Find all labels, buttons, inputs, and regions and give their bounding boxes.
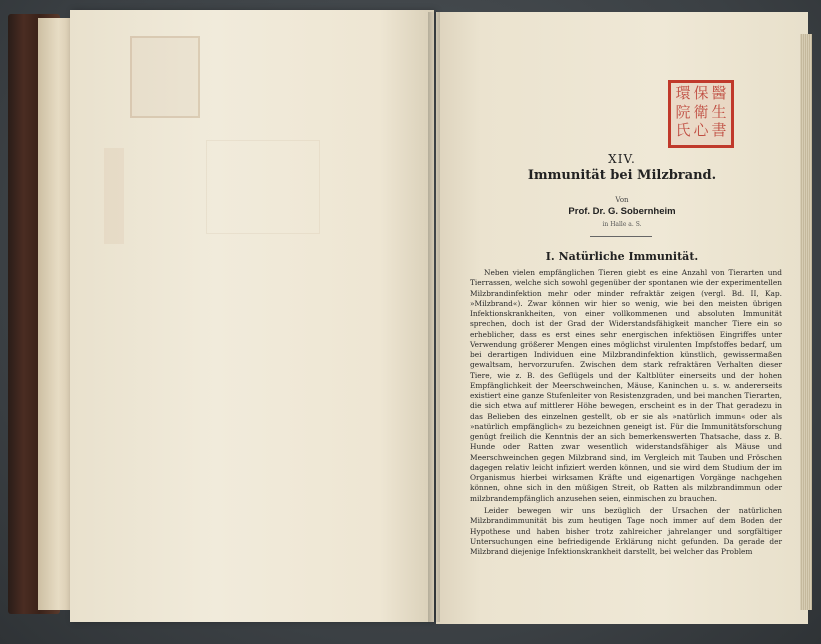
seal-char: 保 (693, 84, 709, 102)
author-name: Prof. Dr. G. Sobernheim (568, 206, 676, 217)
ghost-stamp-mark (130, 36, 200, 118)
red-seal-stamp (668, 80, 734, 148)
ghost-print-through (206, 140, 320, 234)
endpaper-edge (38, 18, 72, 610)
seal-char: 氏 (675, 121, 691, 140)
chapter-title: Immunität bei Milzbrand. (527, 168, 717, 183)
paragraph-text: Neben vielen empfänglichen Tieren giebt es eine Anzahl von Tierarten und Tierrassen, welche sich sowohl gegenüber der spontanen wie der experimentellen Milzbrandinfektion mehr oder minder refraktär zeigen (vergl. Bd. II, Kap. »Milzbrand«). Zwar können wir hier so wenig, wie bei den meisten übrigen Infektionskrankheiten, von einer vollkommenen und absoluten Immunität sprechen, doch ist der Grad der Widerstandsfähigkeit mancher Tiere ein so erheblicher, dass es erst eines sehr energischen infektiösen Eingriffes unter Verwendung größerer Mengen eines möglichst virulenten Impfstoffes bedarf, um bei derartigen Individuen eine Milzbrandinfektion künstlich, gewissermaßen gewaltsam, hervorzurufen. Zwischen dem stark refraktären Verhalten dieser Tiere, wie z. B. des Geflügels und der Kaltblüter einerseits und der hohen Empfänglichkeit der Meerschweinchen, Mäuse, Kaninchen u. s. w. andererseits existiert eine ganze Stufenleiter von Resistenzgraden, und bei manchen Tierarten, die sich etwa auf mittlerer Höhe bewegen, erscheint es in der That geradezu in das Belieben des einzelnen gestellt, ob er sie als »natürlich immun« oder als »natürlich empfänglich« zu bezeichnen geneigt ist. Für die Immunitätsforschung genügt freilich die Kenntnis der an sich bemerkenswerten Thatsache, dass z. B. Hunde oder Ratten zwar wesentlich widerstandsfähiger als Mäuse und Meerschweinchen gegen Milzbrand sind, im Vergleich mit Tauben und Fröschen dagegen relativ leicht infiziert werden können, und sie wird dem Studium der im Organismus hierbei wirksamen Kräfte und eigenartigen Vorgänge nachgehen können, ohne sich in den müßigen Streit, ob Ratten als milzbrandimmun oder milzbrandempfänglich anzusehen seien, einmischen zu brauchen. (470, 268, 782, 503)
seal-char: 書 (711, 121, 727, 140)
seal-char: 生 (711, 102, 727, 121)
section-heading: I. Natürliche Immunität. (545, 250, 699, 263)
seal-char: 心 (693, 121, 709, 140)
chapter-number: XIV. (608, 152, 636, 166)
body-paragraph (470, 506, 782, 557)
seal-char: 院 (675, 102, 691, 121)
by-label: Von (615, 196, 629, 204)
paragraph-text: Leider bewegen wir uns bezüglich der Ursachen der natürlichen Milzbrandimmunität bis zum heutigen Tage noch immer auf dem Boden der Hypothese und haben bisher trotz zahlreicher jahrelanger und sorgfältiger Untersuchungen eine befriedigende Erklärung nicht gefunden. Da gerade der Milzbrand diejenige Infektionskrankheit darstellt, bei welcher das Problem (470, 506, 782, 556)
author-location: in Halle a. S. (602, 221, 642, 228)
left-page (70, 10, 434, 622)
page-edges (800, 34, 812, 610)
title-divider (590, 236, 652, 237)
seal-char: 醫 (711, 84, 727, 102)
seal-char: 環 (675, 84, 691, 102)
body-paragraph (470, 268, 782, 504)
book-gutter (428, 12, 440, 622)
ghost-stain (104, 148, 124, 244)
seal-char: 衛 (693, 102, 709, 121)
